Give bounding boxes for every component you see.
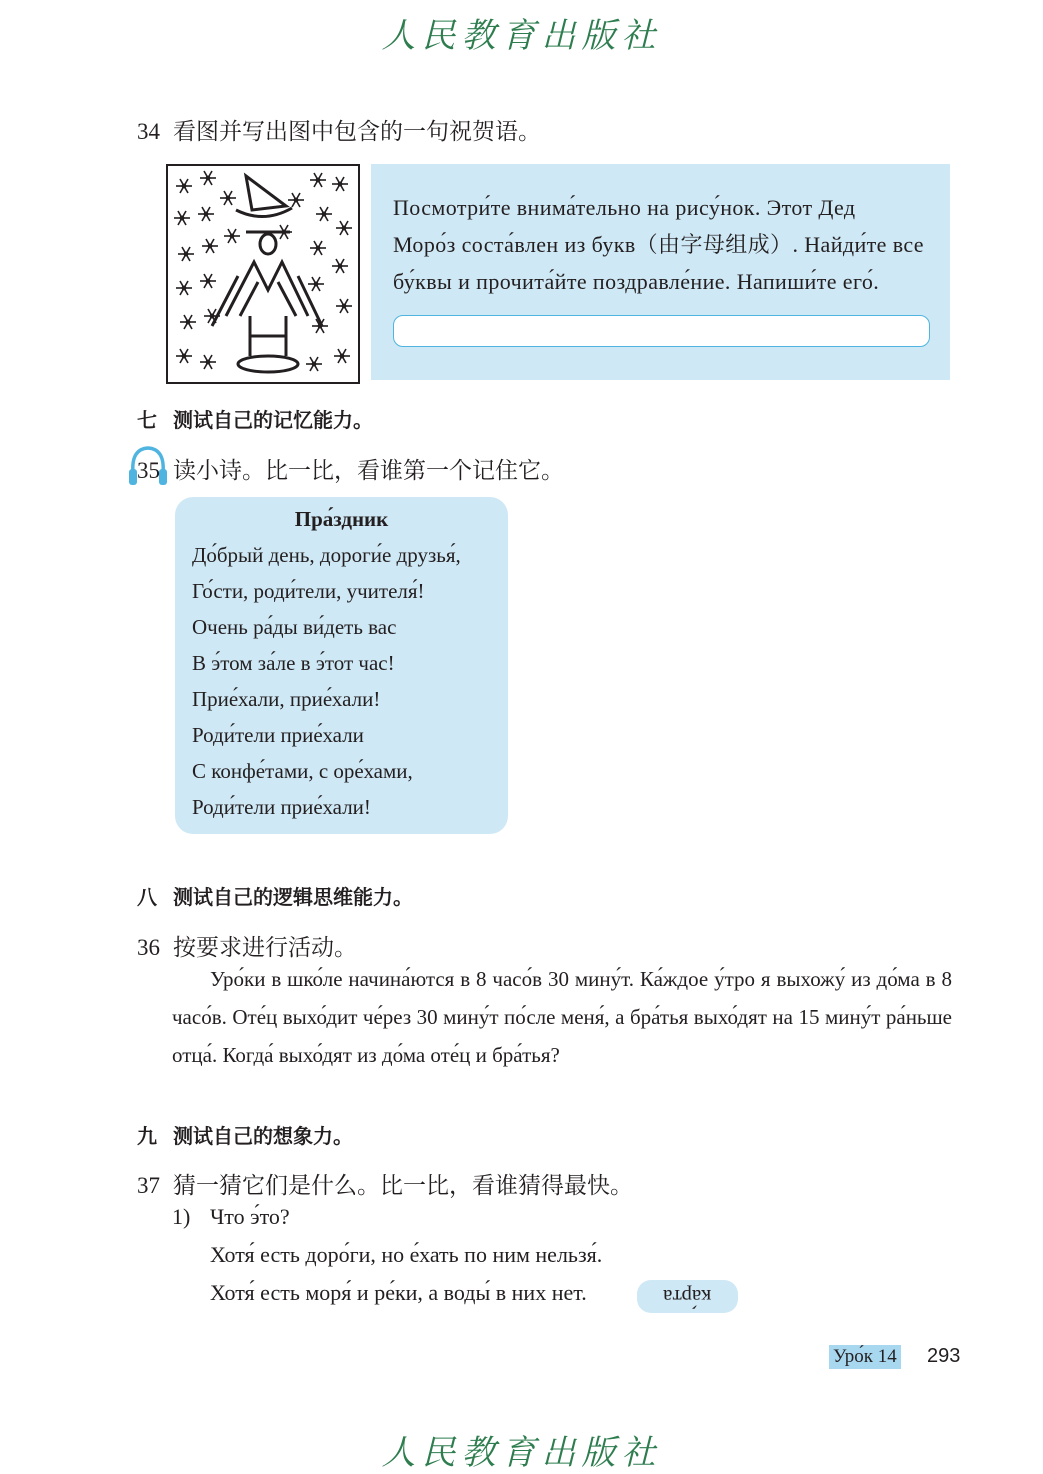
instruction-text	[393, 189, 938, 300]
page-number: 293	[927, 1345, 961, 1367]
poem-line: Прие́хали, прие́хали!	[192, 687, 381, 711]
section-number: 七	[137, 408, 157, 432]
instruction-line: Посмотри́те внима́тельно на рису́нок. Этот Дед	[393, 195, 856, 220]
lesson-label: Уро́к 14	[829, 1345, 901, 1369]
letter-figure	[212, 176, 322, 372]
section-title: 测试自己的想象力。	[173, 1124, 353, 1148]
answer-input-box[interactable]	[393, 315, 930, 347]
exercise-prompt: 猜一猜它们是什么。比一比，看谁猜得最快。	[173, 1173, 633, 1198]
exercise-number: 36	[137, 935, 160, 960]
poem-line: В э́том за́ле в э́тот час!	[192, 651, 395, 675]
poem-line: С конфе́тами, с оре́хами,	[192, 759, 413, 783]
exercise-37-heading	[137, 1167, 633, 1200]
exercise-number: 37	[137, 1173, 160, 1198]
riddle-item-1	[172, 1198, 290, 1235]
snowflakes	[174, 171, 352, 371]
poem-line: До́брый день, дороги́е друзья́,	[192, 543, 461, 567]
ded-moroz-drawing	[168, 166, 358, 382]
exercise-prompt: 按要求进行活动。	[173, 935, 357, 960]
poem-title: Пра́здник	[294, 507, 389, 531]
riddle-line: Хотя́ есть моря́ и ре́ки, а воды́ в них нет.	[210, 1280, 587, 1305]
item-number: 1)	[172, 1204, 191, 1229]
poem-line: Го́сти, роди́тели, учителя́!	[192, 579, 425, 603]
item-question: Что э́то?	[210, 1204, 290, 1229]
exercise-prompt: 读小诗。比一比，看谁第一个记住它。	[173, 458, 564, 483]
exercise-prompt: 看图并写出图中包含的一句祝贺语。	[173, 119, 541, 144]
section-title: 测试自己的记忆能力。	[173, 408, 373, 432]
exercise-36-heading	[137, 929, 357, 962]
instruction-line: Моро́з соста́влен из букв（由字母组成）. Найди́те все	[393, 232, 924, 257]
exercise-34-instruction-panel	[371, 164, 950, 380]
poem-line: Очень ра́ды ви́деть вас	[192, 615, 397, 639]
section-7-heading	[137, 404, 373, 433]
poem-line: Роди́тели прие́хали	[192, 723, 364, 747]
section-9-heading	[137, 1120, 353, 1149]
publisher-logo-header: 人民教育出版社	[381, 16, 662, 56]
section-number: 九	[137, 1124, 157, 1148]
exercise-number: 34	[137, 119, 160, 144]
exercise-number: 35	[137, 458, 160, 483]
exercise-34-heading	[137, 113, 541, 146]
section-8-heading	[137, 881, 413, 910]
section-title: 测试自己的逻辑思维能力。	[173, 885, 413, 909]
section-number: 八	[137, 885, 157, 909]
instruction-line: бу́квы и прочита́йте поздравле́ние. Напиши́те его́.	[393, 269, 880, 294]
poem-line: Роди́тели прие́хали!	[192, 795, 371, 819]
riddle-answer-chip	[637, 1280, 738, 1313]
riddle-answer-upside-down: ка́рта	[663, 1285, 712, 1309]
poem-box	[175, 497, 508, 834]
publisher-logo-footer: 人民教育出版社	[381, 1433, 662, 1473]
exercise-36-task-text: Уро́ки в шко́ле начина́ются в 8 часо́в 30 мину́т. Ка́ждое у́тро я выхожу́ из до́ма в 8 часо́в. Оте́ц выхо́дит че́рез 30 мину́т по́сле меня́, а бра́тья выхо́дят на 15 мину́т ра́ньше отца́. Когда́ выхо́дят из до́ма оте́ц и бра́тья?	[172, 967, 952, 1067]
riddle-line: Хотя́ есть доро́ги, но е́хать по ним нельзя́.	[210, 1242, 603, 1267]
ded-moroz-letter-picture	[166, 164, 360, 384]
exercise-35-heading	[137, 452, 564, 485]
